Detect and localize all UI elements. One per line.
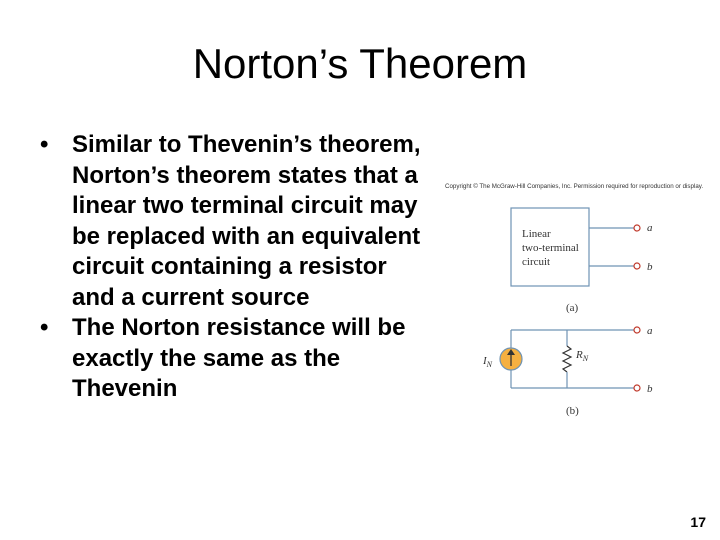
norton-circuit-figure [438, 180, 720, 425]
figure-copyright: Copyright © The McGraw-Hill Companies, Inc. Permission required for reproduction or display. [445, 183, 704, 190]
terminal-b-dot [634, 385, 640, 391]
terminal-b-dot [634, 263, 640, 269]
terminal-b-label: b [647, 383, 653, 395]
terminal-a-label: a [647, 222, 653, 234]
page-number: 17 [690, 514, 706, 530]
terminal-a-label: a [647, 325, 653, 337]
box-label-line3: circuit [522, 256, 551, 268]
bullet-icon: • [40, 131, 49, 158]
bullet-icon: • [40, 314, 49, 341]
bullet-item [32, 130, 432, 313]
resistor-icon [563, 346, 571, 372]
bullet-list [32, 130, 432, 405]
source-label: $I_N$ [483, 355, 493, 369]
terminal-b-label: b [647, 261, 653, 273]
box-label-line2: two-terminal [522, 242, 579, 254]
slide-title: Norton’s Theorem [192, 40, 528, 87]
caption-b: (b) [566, 405, 579, 417]
bullet-item [32, 313, 432, 405]
terminal-a-dot [634, 327, 640, 333]
bullet-text: Similar to Thevenin’s theorem, Norton’s theorem states that a linear two terminal circuit may be replaced with an equivalent circuit containing a resistor and a current source [72, 131, 421, 311]
terminal-a-dot [634, 225, 640, 231]
bullet-text: The Norton resistance will be exactly the same as the Thevenin [72, 314, 406, 402]
caption-a: (a) [566, 302, 579, 314]
resistor-label: $R_N$ [576, 349, 589, 363]
box-label-line1: Linear [522, 228, 551, 240]
